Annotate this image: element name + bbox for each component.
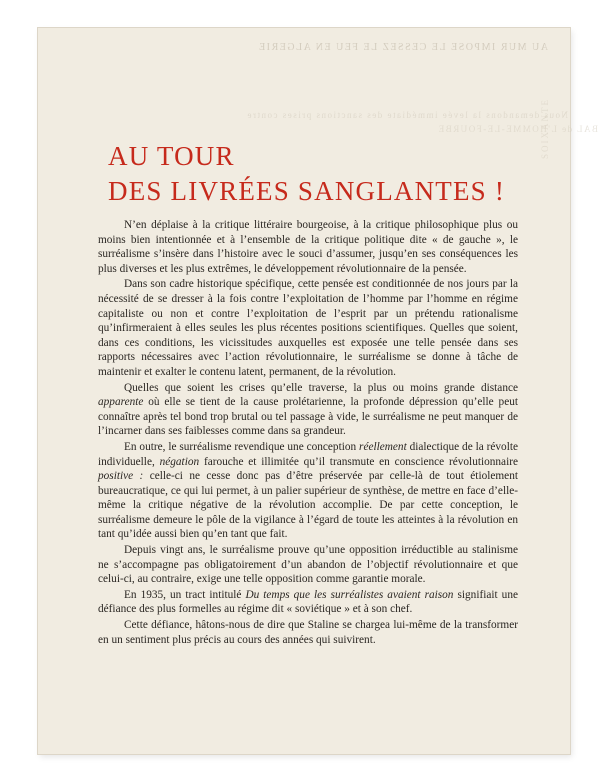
bleed-through-line: BAL de L'HOMME-LE-FOURBE [437,124,598,134]
italic-phrase: positive : [98,470,144,483]
italic-phrase: négation [159,455,200,468]
title-line-1: AU TOUR [108,141,235,171]
text-run: En outre, le surréalisme revendique une conception [124,440,360,453]
body-paragraph [98,543,518,587]
leaflet-title [108,140,505,207]
body-paragraph [98,440,518,542]
body-text [98,218,518,648]
italic-phrase: apparente [98,396,144,409]
body-paragraph [98,588,518,617]
printed-leaflet [38,28,598,754]
body-paragraph [98,218,518,276]
text-run: celle-ci ne cesse donc pas d’être préservée par celle-là de tout étiolement bureaucratique, ce qui lui permet, à un palier supérieur de synthèse, de mettre en face d’elle-même la critique négative de la révolution accomplie. De par cette conception, le surréalisme demeure le pôle de la vigilance à l’égard de toute les atteintes à la révolution en tant qu’idée aussi bien qu’en tant que fait. [98,470,518,541]
bleed-through-side-text: SOIXANTE [540,98,550,159]
italic-phrase: réellement [359,440,407,453]
body-paragraph [98,381,518,439]
text-run: N’en déplaise à la critique littéraire bourgeoise, à la critique philosophique plus ou moins bien intentionnée et à l’ensemble de la critique politique dite « de gauche », le surréalisme s’insère dans l’histoire avec le souci d’assumer, jusqu’en ses conséquences les plus diverses et les plus extrêmes, le développement révolutionnaire de la pensée. [98,219,518,275]
italic-phrase: Du temps que les surréalistes avaient raison [245,588,454,601]
text-run: Dans son cadre historique spécifique, cette pensée est conditionnée de nos jours par la nécessité de se dresser à la fois contre l’exploitation de l’homme par l’homme en régime capitaliste ou non et contre l’exploitation de l’esprit par un prétendu rationalisme qu’infirmeraient à elles seules les plus récentes positions scientifiques. Quelles que soient, dans ces conditions, les vicissitudes auxquelles est exposée une telle pensée dans ses rapports nécessaires avec l’action révolutionnaire, le surréalisme se donne à tâche de maintenir et exalter le contenu latent, permanent, de la révolution. [98,278,518,378]
title-line-2: DES LIVRÉES SANGLANTES ! [108,176,506,206]
bleed-through-header: AU MUR IMPOSE LE CESSEZ LE FEU EN ALGERIE [257,42,548,53]
bleed-through-line: Nous demandons la levée immédiate des sanctions prises contre [246,110,568,120]
body-paragraph [98,618,518,647]
text-run: En 1935, un tract intitulé [124,588,246,601]
text-run: Depuis vingt ans, le surréalisme prouve qu’une opposition irréductible au stalinisme ne s’accompagne pas obligatoirement d’un abandon de l’objectif révolutionnaire et que celui-ci, au contraire, exige une telle opposition comme garantie morale. [98,544,518,586]
text-run: dialectique de la révolte individuelle, [98,440,518,468]
text-run: signifiait une défiance des plus formelles au régime dit « soviétique » et à son chef. [98,588,518,616]
text-run: farouche et illimitée qu’il transmute en conscience révolutionnaire [199,455,518,468]
text-run: Cette défiance, hâtons-nous de dire que Staline se chargea lui-même de la transformer en un sentiment plus précis au cours des années qui suivirent. [98,619,518,646]
text-run: Quelles que soient les crises qu’elle traverse, la plus ou moins grande distance [124,381,518,394]
body-paragraph [98,277,518,379]
text-run: où elle se tient de la cause prolétarienne, la profonde dépression qu’elle peut connaître après tel bond trop brutal ou tel passage à vide, le surréalisme ne peut manquer de l’incarner dans ses faiblesses comme dans sa grandeur. [98,396,518,438]
